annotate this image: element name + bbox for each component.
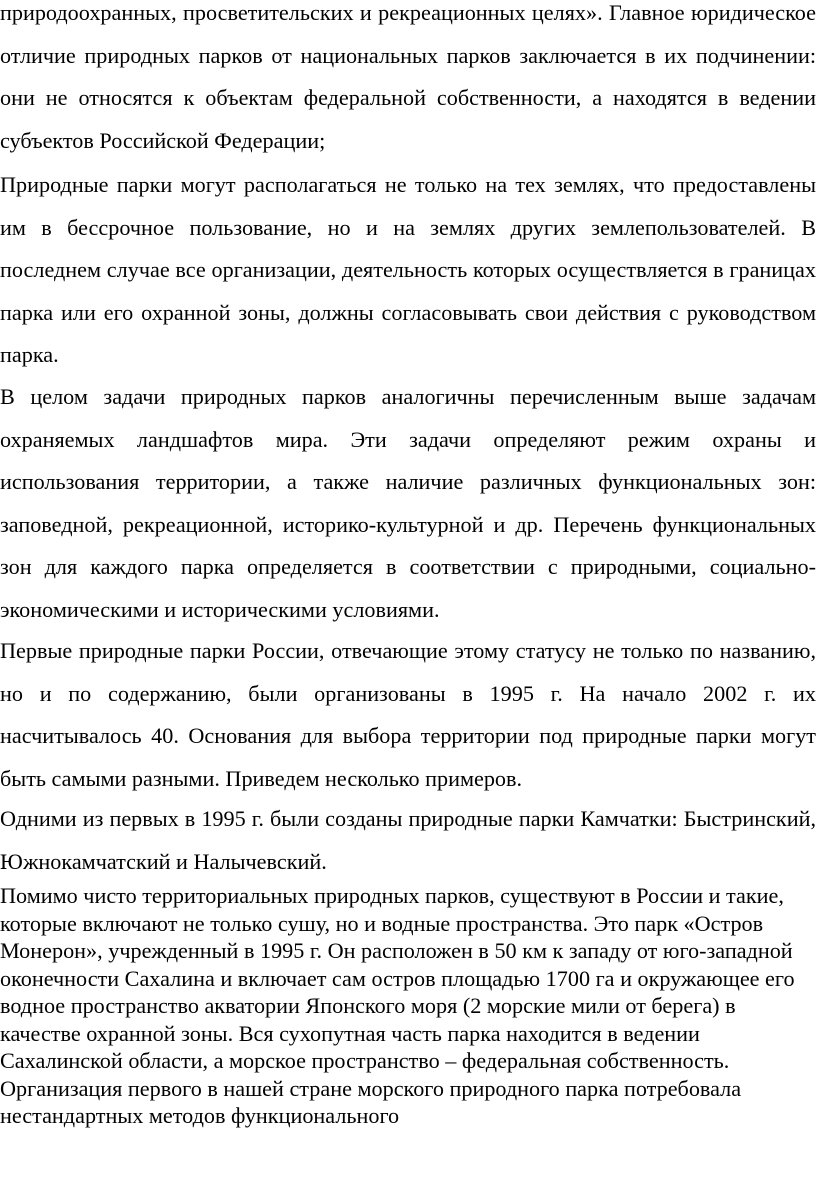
paragraph: Природные парки могут располагаться не только на тех землях, что предоставлены им в бессрочное пользование, но и на землях других землепользователей. В последнем случае все организации, деятельность которых осуществляется в границах парка или его охранной зоны, должны согласовывать свои действия с руководством парка. — [0, 172, 816, 367]
paragraph: природоохранных, просветительских и рекреационных целях». Главное юридическое отличие природных парков от национальных парков заключается в их подчинении: они не относятся к объектам федеральной собственности, а находятся в ведении субъектов Российской Федерации; — [0, 0, 816, 153]
paragraph: Помимо чисто территориальных природных парков, существуют в России и такие, которые включают не только сушу, но и водные пространства. Это парк «Остров Монерон», учрежденный в 1995 г. Он расположен в 50 км к западу от юго-западной оконечности Сахалина и включает сам остров площадью 1700 га и окружающее его водное пространство акватории Японского моря (2 морские мили от берега) в качестве охранной зоны. Вся сухопутная часть парка находится в ведении Сахалинской области, а морское пространство – федеральная собственность. Организация первого в нашей стране морского природного парка потребовала нестандартных методов функционального — [0, 883, 795, 1128]
paragraph: Одними из первых в 1995 г. были созданы природные парки Камчатки: Быстринский, Южнокамчатский и Налычевский. — [0, 806, 816, 874]
paragraph: В целом задачи природных парков аналогичны перечисленным выше задачам охраняемых ландшафтов мира. Эти задачи определяют режим охраны и использования территории, а также наличие различных функциональных зон: заповедной, рекреационной, историко-культурной и др. Перечень функциональных зон для каждого парка определяется в соответствии с природными, социально-экономическими и историческими условиями. — [0, 384, 816, 622]
paragraph: Первые природные парки России, отвечающие этому статусу не только по названию, но и по содержанию, были организованы в 1995 г. На начало 2002 г. их насчитывалось 40. Основания для выбора территории под природные парки могут быть самыми разными. Приведем несколько примеров. — [0, 638, 816, 791]
